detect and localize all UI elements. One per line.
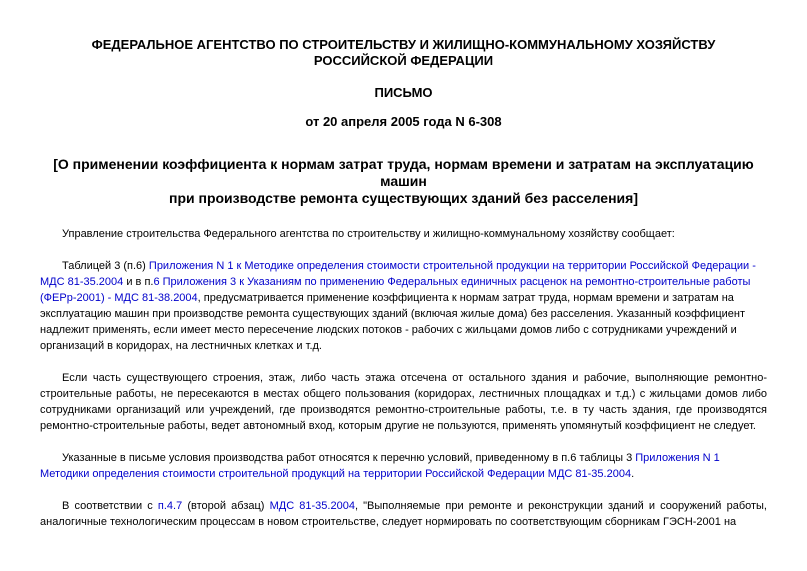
agency-line-2: РОССИЙСКОЙ ФЕДЕРАЦИИ: [313, 53, 494, 68]
paragraph-text: и в п.: [123, 276, 154, 288]
paragraph-text: Указанные в письме условия производства работ относятся к перечню условий, приведенному в п.6 таблицы 3: [62, 452, 636, 464]
document-title: [30, 156, 777, 207]
paragraph-text: Таблицей 3 (п.6): [62, 260, 149, 272]
link-appendix-3-mds-81-38[interactable]: 6 Приложения 3 к Указаниям по применению Федеральных единичных расценок на ремонтно-строительные работы (ФЕРр-2001) - МДС 81-38.2004: [40, 276, 751, 304]
paragraph-text: (второй абзац): [182, 500, 270, 512]
document-body: [40, 226, 767, 546]
paragraph-text: , "Выполняемые при ремонте и реконструкции зданий и сооружений работы, аналогичные технологическим процессам в новом строительстве, следует нормировать по соответствующим сборникам ГЭСН-2001 на: [40, 500, 767, 528]
title-line-1: [О применении коэффициента к нормам затрат труда, нормам времени и затратам на эксплуатацию машин: [53, 156, 754, 189]
paragraph-5: [40, 498, 767, 530]
document-date: от 20 апреля 2005 года N 6-308: [305, 114, 502, 129]
paragraph-text: В соответствии с: [62, 500, 158, 512]
paragraph-text: , предусматривается применение коэффициента к нормам затрат труда, нормам времени и затратам на эксплуатацию машин при производстве ремонта существующих зданий (включая жилые дома) без расселения. Указанный коэффициент надлежит применять, если имеет место пересечение людских потоков - рабочих с жильцами домов либо с сотрудниками учреждений и организаций в коридорах, на лестничных клетках и т.д.: [40, 292, 746, 352]
link-clause-4-7[interactable]: п.4.7: [157, 500, 183, 512]
paragraph-1: Управление строительства Федерального агентства по строительству и жилищно-коммунальному хозяйству сообщает:: [62, 228, 675, 240]
link-appendix-1-mds-81-35[interactable]: Приложения N 1 к Методике определения стоимости строительной продукции на территории Российской Федерации - МДС 81-35.2004: [40, 260, 756, 288]
agency-name: [40, 37, 767, 69]
paragraph-2: [40, 258, 767, 354]
link-appendix-1-methodology[interactable]: Приложения N 1 Методики определения стоимости строительной продукций на территории Российской Федерации МДС 81-35.2004: [40, 452, 720, 480]
paragraph-4: [40, 450, 767, 482]
title-line-2: при производстве ремонта существующих зданий без расселения]: [168, 190, 638, 206]
link-mds-81-35[interactable]: МДС 81-35.2004: [269, 500, 355, 512]
agency-line-1: ФЕДЕРАЛЬНОЕ АГЕНТСТВО ПО СТРОИТЕЛЬСТВУ И ЖИЛИЩНО-КОММУНАЛЬНОМУ ХОЗЯЙСТВУ: [91, 37, 716, 52]
document-type: ПИСЬМО: [374, 85, 433, 100]
paragraph-text: .: [631, 468, 635, 480]
paragraph-3: Если часть существующего строения, этаж, либо часть этажа отсечена от остального здания и рабочие, выполняющие ремонтно-строительные работы, не пересекаются в местах общего пользования (коридорах, лестничных площадках и т.д.) с жильцами домов либо сотрудниками организаций или учреждений, где производятся ремонтно-строительные работы, т.е. в ту часть здания, где производятся ремонтно-строительные работы, ведет автономный вход, которым другие не пользуются, применять упомянутый коэффициент не следует.: [40, 372, 767, 432]
